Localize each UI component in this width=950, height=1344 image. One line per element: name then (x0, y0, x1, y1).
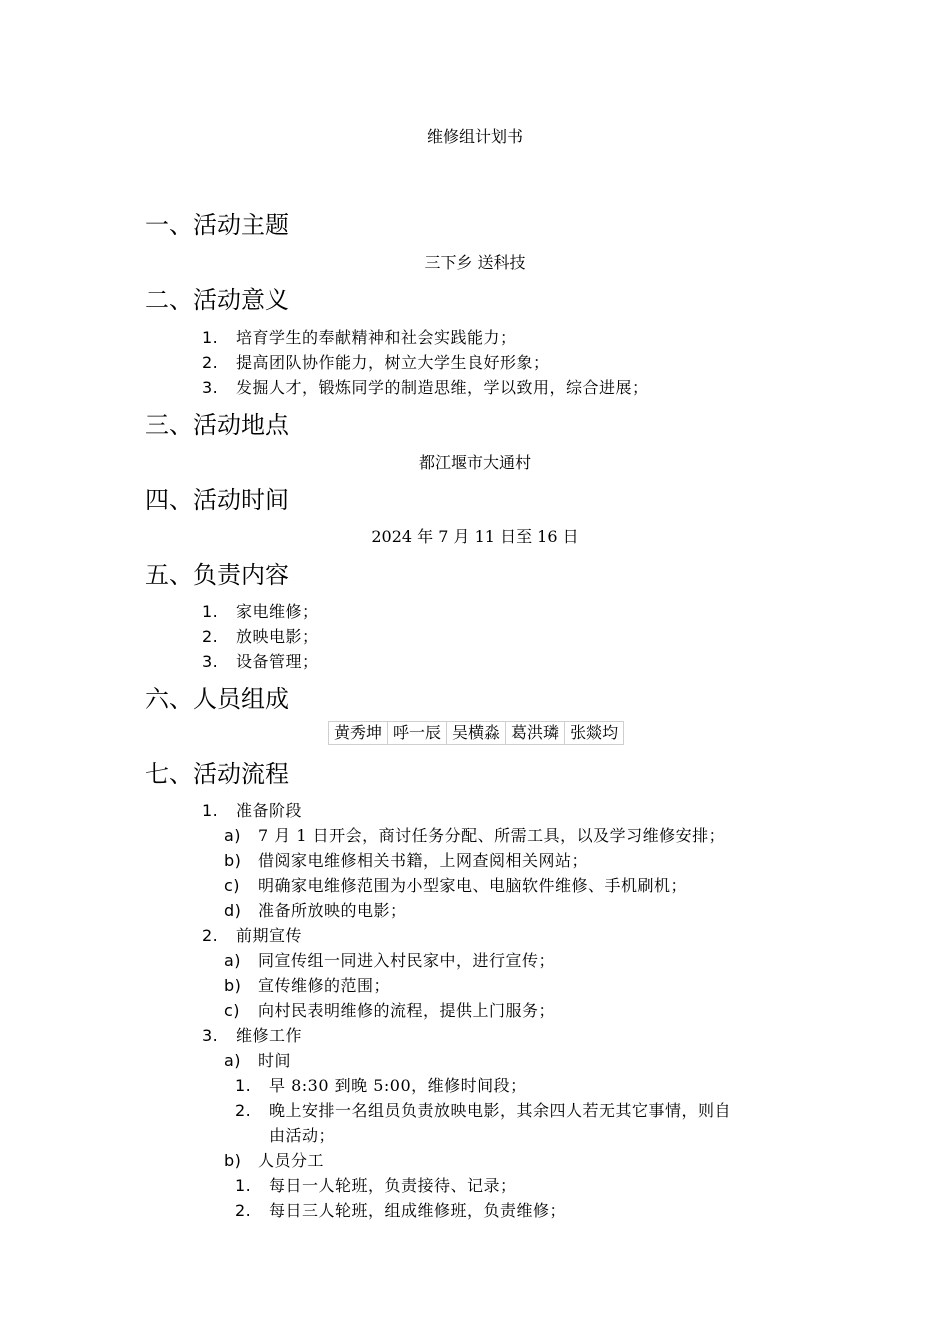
sub-list-item: 1. 每日一人轮班，负责接待、记录； (235, 1176, 517, 1195)
theme-text: 三下乡 送科技 (424, 253, 526, 272)
section-heading-process: 七、活动流程 (145, 760, 289, 788)
section-heading-time: 四、活动时间 (145, 486, 289, 514)
process-step: 1. 准备阶段 (202, 801, 303, 820)
member-cell: 黄秀坤 (329, 722, 388, 745)
sub-list-item: 1. 早 8:30 到晚 5:00，维修时间段； (235, 1076, 527, 1095)
section-heading-location: 三、活动地点 (145, 411, 289, 439)
table-row (329, 722, 624, 745)
list-item: 3. 设备管理； (202, 652, 319, 671)
list-item: b) 借阅家电维修相关书籍，上网查阅相关网站； (224, 851, 589, 870)
list-item: d) 准备所放映的电影； (224, 901, 407, 920)
process-step: 2. 前期宣传 (202, 926, 303, 945)
list-item: c) 明确家电维修范围为小型家电、电脑软件维修、手机刷机； (224, 876, 688, 895)
member-cell: 张燚均 (565, 722, 624, 745)
list-item: c) 向村民表明维修的流程，提供上门服务； (224, 1001, 556, 1020)
list-item: a) 7 月 1 日开会，商讨任务分配、所需工具，以及学习维修安排； (224, 826, 726, 845)
list-item: b) 人员分工 (224, 1151, 325, 1170)
member-cell: 呼一辰 (388, 722, 447, 745)
sub-list-item: 2. 晚上安排一名组员负责放映电影，其余四人若无其它事情，则自 (235, 1101, 732, 1120)
document-title: 维修组计划书 (426, 127, 523, 146)
list-item: 1. 培育学生的奉献精神和社会实践能力； (202, 328, 517, 347)
list-item: a) 同宣传组一同进入村民家中，进行宣传； (224, 951, 556, 970)
members-table (328, 721, 624, 745)
list-item: 3. 发掘人才，锻炼同学的制造思维，学以致用，综合进展； (202, 378, 649, 397)
sub-list-item-continuation: 由活动； (269, 1126, 336, 1145)
list-item: a) 时间 (224, 1051, 292, 1070)
section-heading-members: 六、人员组成 (145, 685, 289, 713)
member-cell: 吴横淼 (447, 722, 506, 745)
list-item: 2. 放映电影； (202, 627, 319, 646)
list-item: 1. 家电维修； (202, 602, 319, 621)
section-heading-significance: 二、活动意义 (145, 286, 289, 314)
time-text: 2024 年 7 月 11 日至 16 日 (371, 527, 579, 546)
sub-list-item: 2. 每日三人轮班，组成维修班，负责维修； (235, 1201, 567, 1220)
list-item: 2. 提高团队协作能力，树立大学生良好形象； (202, 353, 550, 372)
section-heading-responsibilities: 五、负责内容 (145, 561, 289, 589)
location-text: 都江堰市大通村 (418, 453, 531, 472)
section-heading-theme: 一、活动主题 (145, 211, 289, 239)
process-step: 3. 维修工作 (202, 1026, 303, 1045)
list-item: b) 宣传维修的范围； (224, 976, 391, 995)
member-cell: 葛洪璘 (506, 722, 565, 745)
